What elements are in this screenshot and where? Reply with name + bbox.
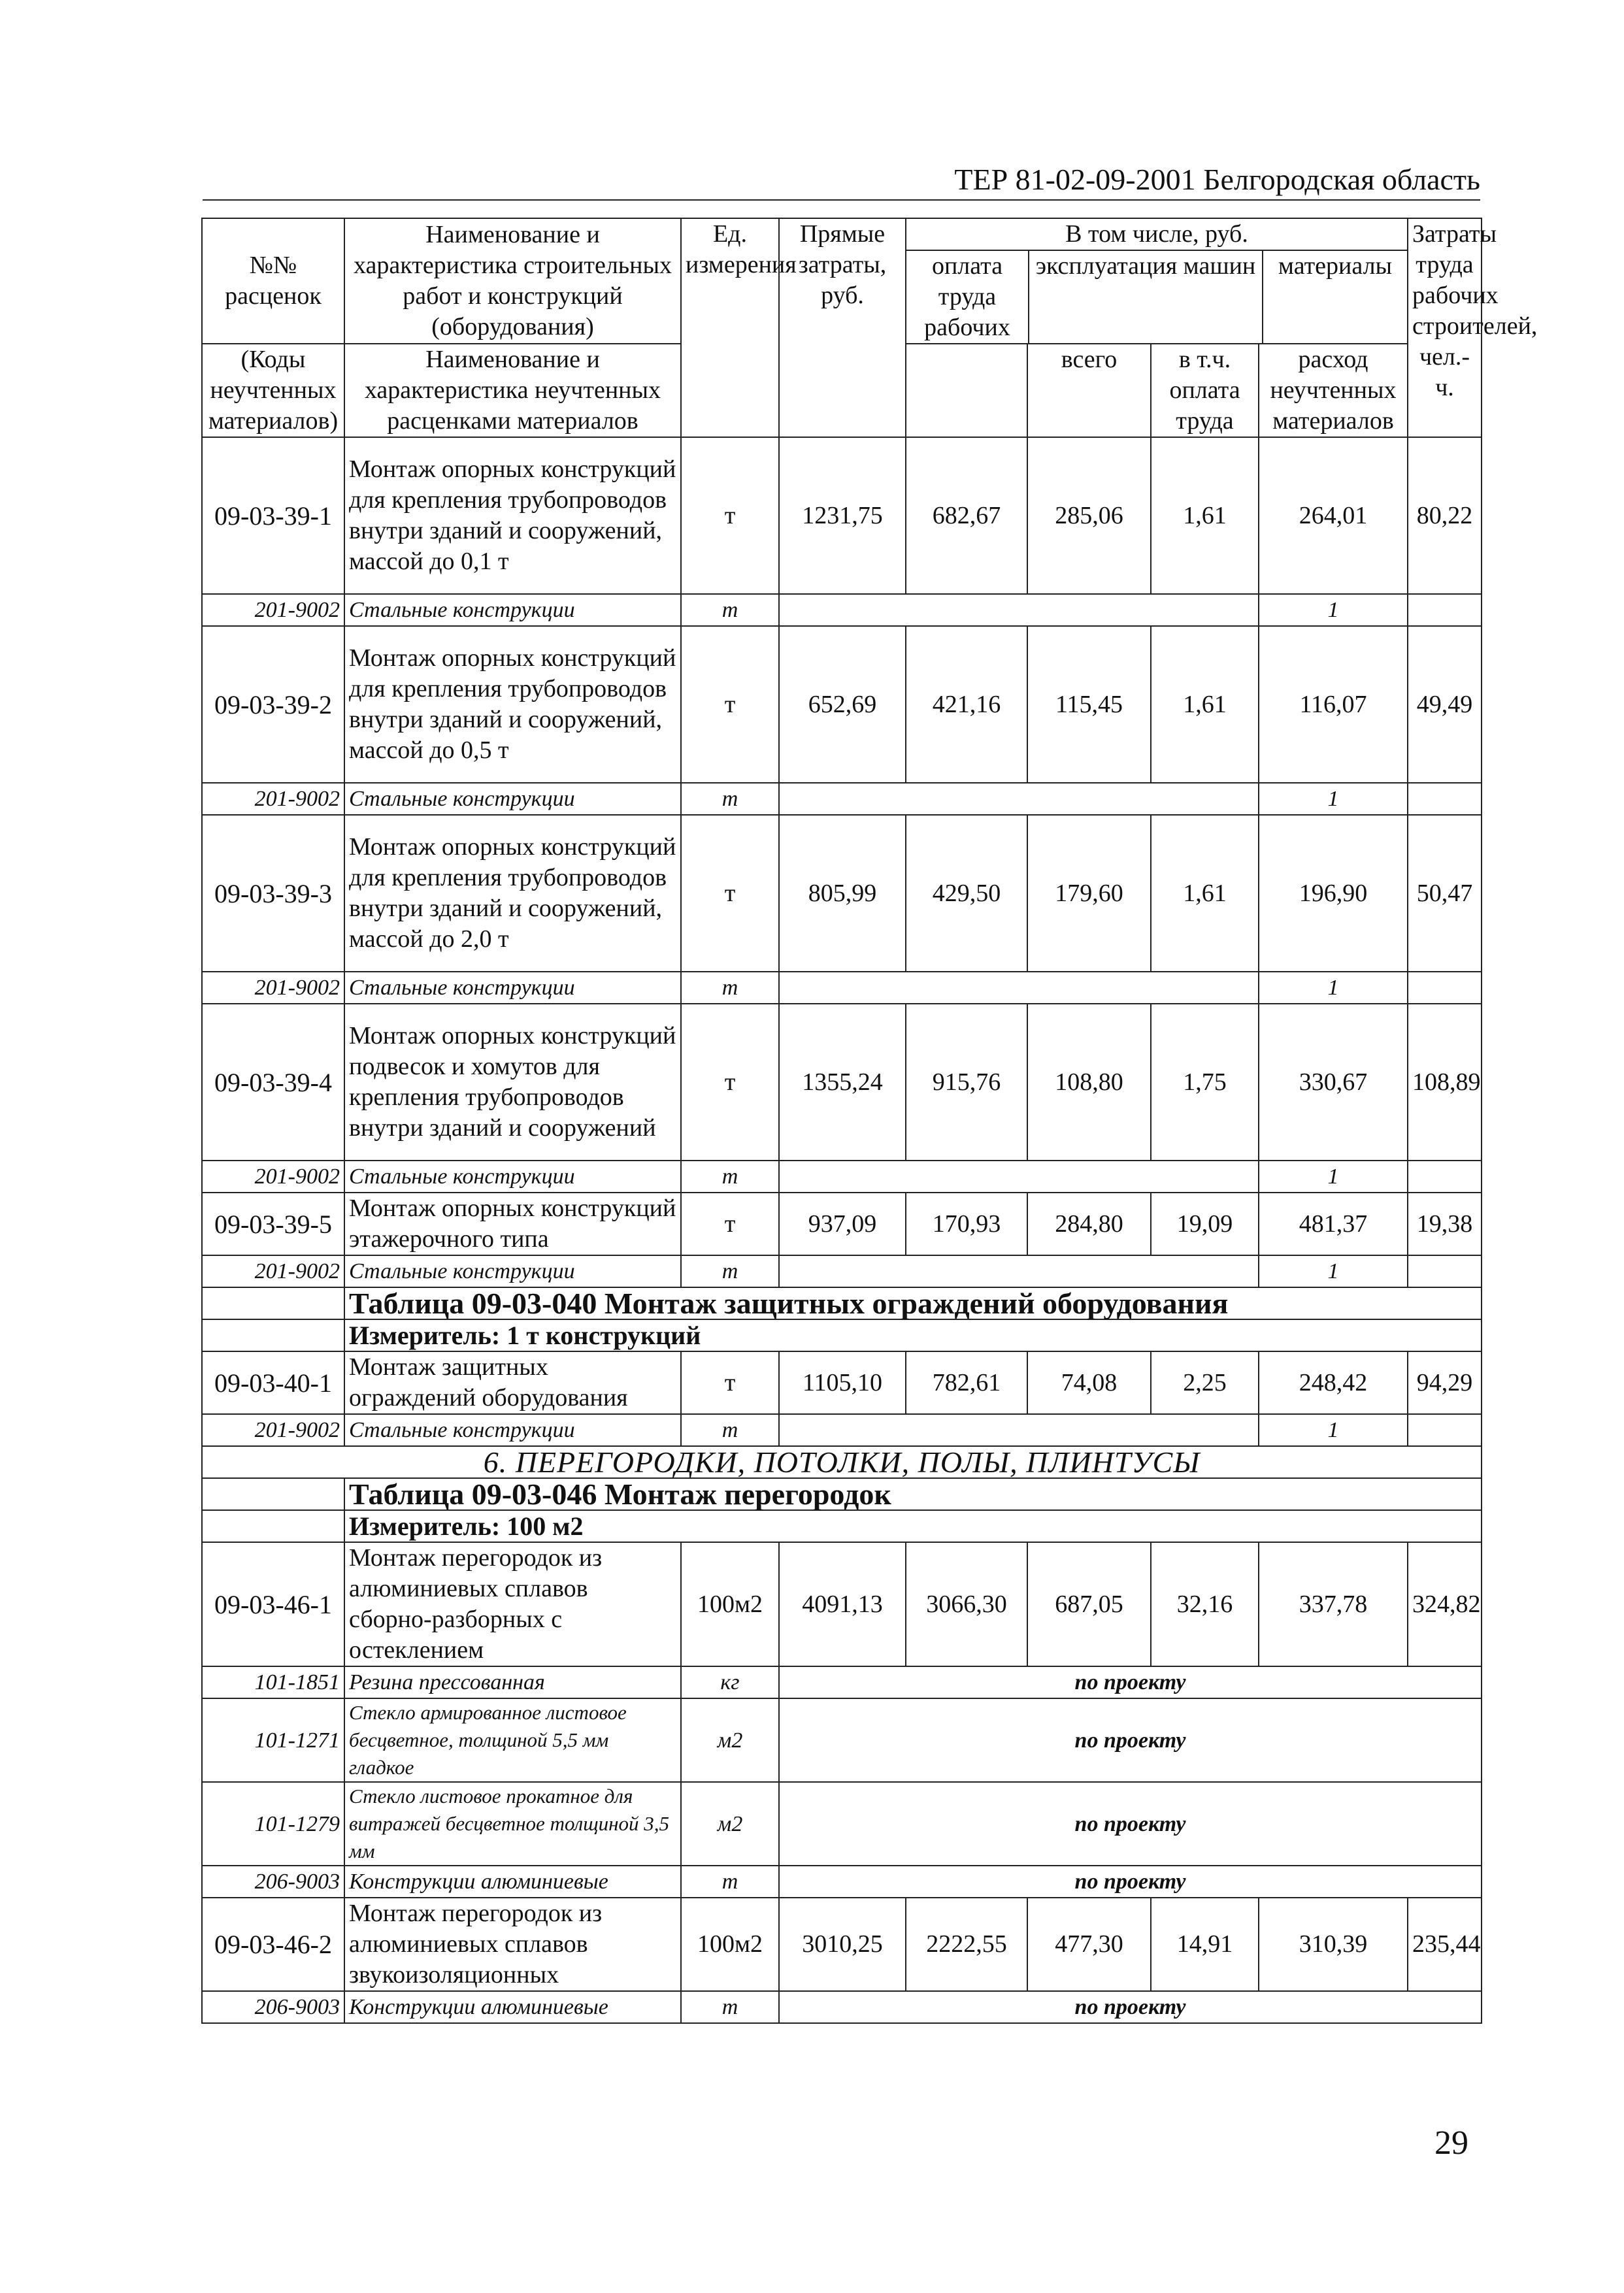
rate-row (202, 1351, 1482, 1414)
rate-direct: 1231,75 (779, 437, 906, 594)
rate-hours: 94,29 (1408, 1351, 1482, 1414)
rate-row (202, 1193, 1482, 1255)
rate-machines: 477,30 (1027, 1898, 1151, 1991)
material-code: 101-1279 (202, 1782, 344, 1866)
rate-name: Монтаж опорных конструкций для крепления трубопроводов внутри зданий и сооружений, массой до 2,0 т (344, 815, 681, 972)
rate-direct: 937,09 (779, 1193, 906, 1255)
rate-machines: 115,45 (1027, 626, 1151, 783)
rate-unit: т (681, 815, 779, 972)
rate-machines-pay: 32,16 (1151, 1542, 1259, 1666)
rate-labor: 915,76 (906, 1004, 1027, 1161)
rate-direct: 1105,10 (779, 1351, 906, 1414)
material-name: Стекло армированное листовое бесцветное, толщиной 5,5 мм гладкое (344, 1698, 681, 1782)
rate-hours: 50,47 (1408, 815, 1482, 972)
rate-name: Монтаж защитных ограждений оборудования (344, 1351, 681, 1414)
material-gap (779, 1414, 1259, 1446)
col-incl-pay: в т.ч. оплата труда (1151, 344, 1259, 437)
rate-row (202, 1542, 1482, 1666)
table-40-title-gap (202, 1287, 344, 1319)
material-name: Резина прессованная (344, 1666, 681, 1698)
rate-materials: 248,42 (1259, 1351, 1408, 1414)
material-unit: т (681, 1255, 779, 1287)
col-unit: Ед. измерения (681, 218, 779, 437)
rate-direct: 1355,24 (779, 1004, 906, 1161)
material-project: по проекту (779, 1866, 1482, 1898)
col-total: всего (1027, 344, 1151, 437)
material-gap (779, 972, 1259, 1004)
material-project: по проекту (779, 1991, 1482, 2023)
rate-machines: 179,60 (1027, 815, 1151, 972)
material-row (202, 1414, 1482, 1446)
material-code: 201-9002 (202, 1255, 344, 1287)
rate-labor: 682,67 (906, 437, 1027, 594)
rate-machines-pay: 1,75 (1151, 1004, 1259, 1161)
rate-unit: 100м2 (681, 1898, 779, 1991)
material-value: 1 (1259, 972, 1408, 1004)
rate-hours: 108,89 (1408, 1004, 1482, 1161)
col-num: №№ расценок (202, 218, 344, 344)
material-empty (1408, 1161, 1482, 1193)
material-unit: т (681, 783, 779, 815)
material-row (202, 1666, 1482, 1698)
rate-labor: 170,93 (906, 1193, 1027, 1255)
table-46-title-text: Таблица 09-03-046 Монтаж перегородок (344, 1478, 1482, 1510)
material-code: 201-9002 (202, 972, 344, 1004)
rates-table (201, 218, 1538, 2024)
rate-labor: 3066,30 (906, 1542, 1027, 1666)
header-row-1 (202, 218, 1482, 344)
table-46-measure (202, 1510, 1482, 1542)
rate-hours: 80,22 (1408, 437, 1482, 594)
rate-unit: т (681, 437, 779, 594)
rate-machines: 285,06 (1027, 437, 1151, 594)
material-row (202, 1866, 1482, 1898)
material-unit: т (681, 1414, 779, 1446)
rate-name: Монтаж опорных конструкций этажерочного типа (344, 1193, 681, 1255)
rate-code: 09-03-39-4 (202, 1004, 344, 1161)
table-46-title-gap (202, 1478, 344, 1510)
rate-machines-pay: 1,61 (1151, 626, 1259, 783)
col-direct: Прямые затраты, руб. (779, 218, 906, 437)
material-name: Стальные конструкции (344, 1414, 681, 1446)
material-code: 206-9003 (202, 1991, 344, 2023)
rate-name: Монтаж опорных конструкций подвесок и хомутов для крепления трубопроводов внутри зданий и сооружений (344, 1004, 681, 1161)
rate-code: 09-03-39-2 (202, 626, 344, 783)
material-value: 1 (1259, 1414, 1408, 1446)
rate-machines-pay: 2,25 (1151, 1351, 1259, 1414)
rate-machines-pay: 19,09 (1151, 1193, 1259, 1255)
rate-unit: т (681, 1193, 779, 1255)
rate-code: 09-03-46-2 (202, 1898, 344, 1991)
material-name: Стекло листовое прокатное для витражей бесцветное толщиной 3,5 мм (344, 1782, 681, 1866)
section-title-text: 6. ПЕРЕГОРОДКИ, ПОТОЛКИ, ПОЛЫ, ПЛИНТУСЫ (202, 1446, 1482, 1478)
rate-machines-pay: 1,61 (1151, 815, 1259, 972)
material-row (202, 972, 1482, 1004)
rate-direct: 652,69 (779, 626, 906, 783)
col-incl-group (906, 218, 1408, 344)
material-unit: м2 (681, 1782, 779, 1866)
rate-row (202, 1898, 1482, 1991)
rate-materials: 116,07 (1259, 626, 1408, 783)
material-row (202, 1991, 1482, 2023)
material-empty (1408, 1255, 1482, 1287)
rate-hours: 19,38 (1408, 1193, 1482, 1255)
material-unit: т (681, 1161, 779, 1193)
material-value: 1 (1259, 1255, 1408, 1287)
material-name: Стальные конструкции (344, 1255, 681, 1287)
rate-unit: т (681, 1004, 779, 1161)
col-codes: (Коды неучтенных материалов) (202, 344, 344, 437)
rate-direct: 4091,13 (779, 1542, 906, 1666)
rate-row (202, 437, 1482, 594)
material-code: 206-9003 (202, 1866, 344, 1898)
material-unit: т (681, 972, 779, 1004)
material-gap (779, 1255, 1259, 1287)
rate-row (202, 626, 1482, 783)
material-row (202, 594, 1482, 626)
rate-code: 09-03-39-1 (202, 437, 344, 594)
rate-hours: 49,49 (1408, 626, 1482, 783)
rate-labor: 782,61 (906, 1351, 1027, 1414)
rate-name: Монтаж перегородок из алюминиевых сплавов сборно-разборных с остеклением (344, 1542, 681, 1666)
col-labor-pay-empty (906, 344, 1027, 437)
material-row (202, 1255, 1482, 1287)
material-value: 1 (1259, 1161, 1408, 1193)
col-machines: эксплуатация машин (1029, 251, 1263, 343)
material-empty (1408, 1414, 1482, 1446)
section-title (202, 1446, 1482, 1478)
col-incl: В том числе, руб. (906, 219, 1407, 251)
rate-machines: 687,05 (1027, 1542, 1151, 1666)
material-project: по проекту (779, 1666, 1482, 1698)
material-empty (1408, 594, 1482, 626)
rate-machines-pay: 14,91 (1151, 1898, 1259, 1991)
table-40-measure-text: Измеритель: 1 т конструкций (344, 1319, 1482, 1351)
page-header: ТЕР 81-02-09-2001 Белгородская область (203, 160, 1480, 201)
material-code: 201-9002 (202, 594, 344, 626)
page-number: 29 (1434, 2124, 1468, 2162)
material-gap (779, 594, 1259, 626)
material-code: 201-9002 (202, 1414, 344, 1446)
rate-machines: 284,80 (1027, 1193, 1151, 1255)
rate-code: 09-03-40-1 (202, 1351, 344, 1414)
material-name: Стальные конструкции (344, 594, 681, 626)
material-row (202, 1698, 1482, 1782)
rate-materials: 330,67 (1259, 1004, 1408, 1161)
rate-unit: 100м2 (681, 1542, 779, 1666)
table-40-measure-gap (202, 1319, 344, 1351)
material-unit: м2 (681, 1698, 779, 1782)
material-project: по проекту (779, 1782, 1482, 1866)
rate-unit: т (681, 1351, 779, 1414)
material-unit: т (681, 594, 779, 626)
col-mat-use: расход неучтенных материалов (1259, 344, 1408, 437)
material-row (202, 1161, 1482, 1193)
material-name: Стальные конструкции (344, 1161, 681, 1193)
material-empty (1408, 972, 1482, 1004)
table-40-measure (202, 1319, 1482, 1351)
rate-hours: 324,82 (1408, 1542, 1482, 1666)
rate-direct: 3010,25 (779, 1898, 906, 1991)
rate-machines: 108,80 (1027, 1004, 1151, 1161)
material-gap (779, 1161, 1259, 1193)
rate-labor: 421,16 (906, 626, 1027, 783)
material-name: Стальные конструкции (344, 972, 681, 1004)
material-row (202, 1782, 1482, 1866)
rate-materials: 264,01 (1259, 437, 1408, 594)
table-40-title-text: Таблица 09-03-040 Монтаж защитных ограждений оборудования (344, 1287, 1482, 1319)
rate-code: 09-03-39-5 (202, 1193, 344, 1255)
material-value: 1 (1259, 594, 1408, 626)
table-46-title (202, 1478, 1482, 1510)
rate-materials: 337,78 (1259, 1542, 1408, 1666)
rate-name: Монтаж опорных конструкций для крепления трубопроводов внутри зданий и сооружений, массой до 0,1 т (344, 437, 681, 594)
col-name: Наименование и характеристика строительных работ и конструкций (оборудования) (344, 218, 681, 344)
rate-materials: 310,39 (1259, 1898, 1408, 1991)
material-unit: т (681, 1991, 779, 2023)
rate-name: Монтаж перегородок из алюминиевых сплавов звукоизоляционных (344, 1898, 681, 1991)
material-name: Конструкции алюминиевые (344, 1991, 681, 2023)
material-row (202, 783, 1482, 815)
rate-machines: 74,08 (1027, 1351, 1151, 1414)
rate-materials: 481,37 (1259, 1193, 1408, 1255)
material-name: Стальные конструкции (344, 783, 681, 815)
material-code: 201-9002 (202, 1161, 344, 1193)
rate-labor: 2222,55 (906, 1898, 1027, 1991)
rate-code: 09-03-46-1 (202, 1542, 344, 1666)
rate-direct: 805,99 (779, 815, 906, 972)
col-name2: Наименование и характеристика неучтенных расценками материалов (344, 344, 681, 437)
rate-row (202, 1004, 1482, 1161)
material-project: по проекту (779, 1698, 1482, 1782)
table-46-measure-gap (202, 1510, 344, 1542)
col-labor-cost: Затраты труда рабочих строителей, чел.-ч. (1408, 218, 1482, 437)
rate-code: 09-03-39-3 (202, 815, 344, 972)
rate-machines-pay: 1,61 (1151, 437, 1259, 594)
col-labor-pay: оплата труда рабочих (906, 251, 1029, 343)
col-materials: материалы (1278, 252, 1393, 280)
material-code: 101-1271 (202, 1698, 344, 1782)
material-gap (779, 783, 1259, 815)
material-unit: кг (681, 1666, 779, 1698)
material-unit: т (681, 1866, 779, 1898)
rate-materials: 196,90 (1259, 815, 1408, 972)
material-empty (1408, 783, 1482, 815)
rate-unit: т (681, 626, 779, 783)
rate-labor: 429,50 (906, 815, 1027, 972)
rate-name: Монтаж опорных конструкций для крепления трубопроводов внутри зданий и сооружений, массой до 0,5 т (344, 626, 681, 783)
material-value: 1 (1259, 783, 1408, 815)
material-name: Конструкции алюминиевые (344, 1866, 681, 1898)
material-code: 201-9002 (202, 783, 344, 815)
rate-row (202, 815, 1482, 972)
rate-hours: 235,44 (1408, 1898, 1482, 1991)
table-46-measure-text: Измеритель: 100 м2 (344, 1510, 1482, 1542)
material-code: 101-1851 (202, 1666, 344, 1698)
table-40-title (202, 1287, 1482, 1319)
